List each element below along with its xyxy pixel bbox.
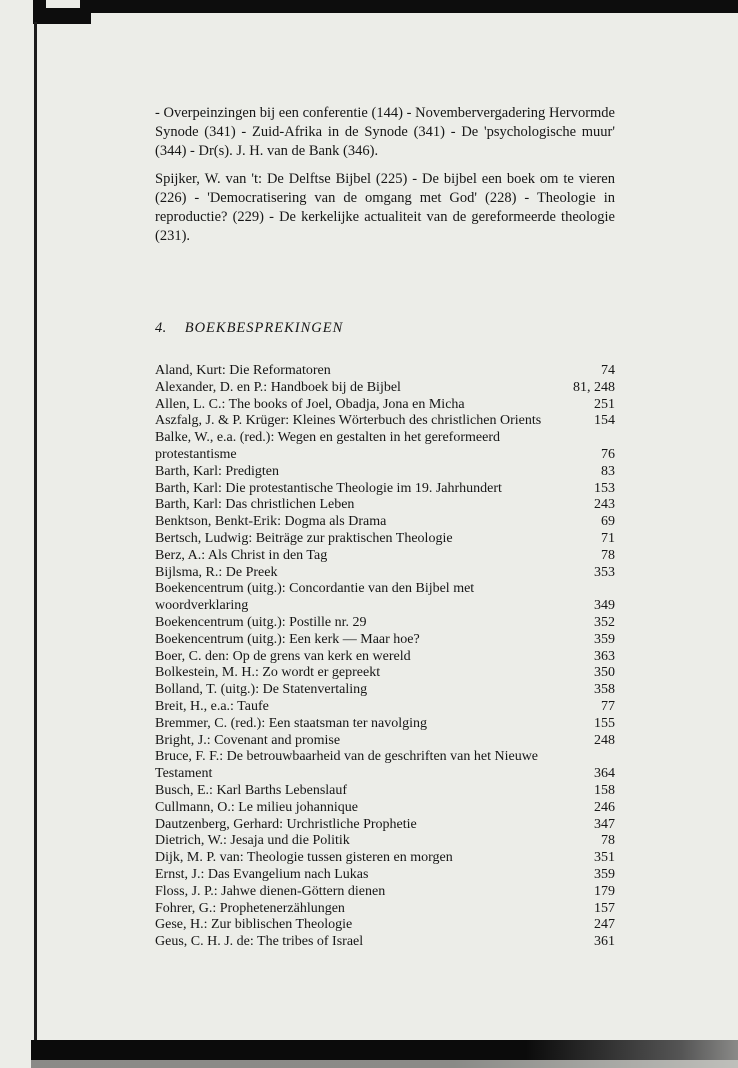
section-heading (155, 320, 615, 337)
entry-title: Breit, H., e.a.: Taufe (155, 698, 269, 714)
book-review-entry (155, 800, 615, 817)
entry-page-number: 158 (594, 782, 615, 798)
entry-page-number: 74 (601, 363, 615, 378)
book-review-entry (155, 464, 615, 481)
book-review-entry (155, 716, 615, 733)
entry-title: Busch, E.: Karl Barths Lebenslauf (155, 782, 348, 798)
scan-edge-top-bar (33, 0, 738, 13)
book-review-entry (155, 884, 615, 901)
book-review-entry (155, 481, 615, 498)
entry-title: Boekencentrum (uitg.): Een kerk — Maar hoe? (155, 631, 420, 647)
entry-page-number: 76 (601, 446, 615, 462)
entry-page-number: 77 (601, 698, 615, 714)
entry-page-number: 71 (601, 530, 615, 546)
entry-page-number: 78 (601, 833, 615, 849)
entry-title: Geus, C. H. J. de: The tribes of Israel (155, 934, 364, 950)
book-review-entry (155, 917, 615, 934)
entry-page-number: 363 (594, 648, 615, 664)
scan-edge-bottom-bar (31, 1040, 738, 1060)
entry-title: Barth, Karl: Die protestantische Theologie im 19. Jahrhundert (155, 480, 502, 496)
entry-page-number: 349 (594, 598, 615, 614)
entry-title: Bright, J.: Covenant and promise (155, 732, 341, 748)
book-review-entry (155, 934, 615, 951)
book-review-entry (155, 565, 615, 582)
book-review-entry (155, 632, 615, 649)
book-review-entry (155, 749, 615, 783)
book-review-entry (155, 817, 615, 834)
entry-title: Aland, Kurt: Die Reformatoren (155, 363, 331, 378)
entry-title: Allen, L. C.: The books of Joel, Obadja, Jona en Micha (155, 396, 465, 412)
entry-page-number: 179 (594, 883, 615, 899)
index-paragraph-1: - Overpeinzingen bij een conferentie (144) - Novembervergadering Hervormde Synode (341) - Zuid-Afrika in de Synode (341) - De 'psychologische muur' (344) - Dr(s). J. H. van de Bank (346). (155, 105, 615, 159)
entry-page-number: 153 (594, 480, 615, 496)
entry-title: Dijk, M. P. van: Theologie tussen gisteren en morgen (155, 850, 453, 866)
entry-page-number: 78 (601, 547, 615, 563)
entry-title: Balke, W., e.a. (red.): Wegen en gestalten in het gereformeerd protestantisme (155, 430, 500, 462)
entry-title: Barth, Karl: Predigten (155, 463, 280, 479)
book-review-entry (155, 901, 615, 918)
index-paragraph-2: Spijker, W. van 't: De Delftse Bijbel (225) - De bijbel een boek om te vieren (226) - 'Democratisering van de omgang met God' (228) - Theologie in reproductie? (229) - De kerkelijke actualiteit van de gereformeerde theologie (231). (155, 171, 615, 244)
entry-title: Fohrer, G.: Prophetenerzählungen (155, 900, 345, 916)
entry-title: Cullmann, O.: Le milieu johannique (155, 799, 358, 815)
book-review-entry (155, 833, 615, 850)
entry-page-number: 350 (594, 665, 615, 681)
book-review-entry (155, 733, 615, 750)
book-review-entry (155, 867, 615, 884)
scan-edge-top-notch (46, 0, 80, 8)
book-review-entry (155, 699, 615, 716)
entry-title: Floss, J. P.: Jahwe dienen-Göttern dienen (155, 883, 386, 899)
entry-title: Bolland, T. (uitg.): De Statenvertaling (155, 682, 368, 698)
entry-page-number: 358 (594, 682, 615, 698)
entry-title: Gese, H.: Zur biblischen Theologie (155, 917, 353, 933)
entry-title: Boer, C. den: Op de grens van kerk en wereld (155, 648, 411, 664)
book-review-entry (155, 430, 615, 464)
book-review-entry (155, 363, 615, 380)
entry-title: Bolkestein, M. H.: Zo wordt er gepreekt (155, 665, 381, 681)
entry-page-number: 251 (594, 396, 615, 412)
book-review-entry (155, 497, 615, 514)
entry-title: Bertsch, Ludwig: Beiträge zur praktischen Theologie (155, 530, 453, 546)
entry-page-number: 359 (594, 866, 615, 882)
entry-page-number: 248 (594, 732, 615, 748)
entry-title: Bremmer, C. (red.): Een staatsman ter navolging (155, 715, 427, 731)
book-review-entry (155, 850, 615, 867)
entry-title: Dautzenberg, Gerhard: Urchristliche Prophetie (155, 816, 417, 832)
entry-title: Alexander, D. en P.: Handboek bij de Bijbel (155, 379, 401, 395)
entry-page-number: 361 (594, 934, 615, 950)
entry-title: Boekencentrum (uitg.): Postille nr. 29 (155, 614, 367, 630)
book-review-entry (155, 380, 615, 397)
scan-edge-top-left-step (33, 13, 91, 24)
entry-page-number: 352 (594, 614, 615, 630)
entry-page-number: 154 (594, 413, 615, 429)
entry-title: Berz, A.: Als Christ in den Tag (155, 547, 328, 563)
book-review-list (155, 363, 615, 951)
book-review-entry (155, 665, 615, 682)
entry-title: Boekencentrum (uitg.): Concordantie van den Bijbel met woordverklaring (155, 581, 475, 614)
book-review-entry (155, 615, 615, 632)
book-review-entry (155, 514, 615, 531)
entry-page-number: 81, 248 (573, 379, 615, 395)
section-number: 4. (155, 320, 167, 336)
scan-edge-left-line (34, 22, 37, 1048)
book-review-entry (155, 413, 615, 430)
book-review-entry (155, 682, 615, 699)
entry-page-number: 157 (594, 900, 615, 916)
book-review-entry (155, 581, 615, 615)
book-review-entry (155, 783, 615, 800)
entry-page-number: 359 (594, 631, 615, 647)
entry-title: Bruce, F. F.: De betrouwbaarheid van de geschriften van het Nieuwe Testament (155, 749, 539, 782)
entry-title: Ernst, J.: Das Evangelium nach Lukas (155, 866, 369, 882)
entry-page-number: 347 (594, 816, 615, 832)
book-review-entry (155, 531, 615, 548)
book-review-entry (155, 548, 615, 565)
entry-title: Benktson, Benkt-Erik: Dogma als Drama (155, 514, 387, 530)
entry-title: Aszfalg, J. & P. Krüger: Kleines Wörterbuch des christlichen Orients (155, 413, 542, 429)
entry-page-number: 69 (601, 514, 615, 530)
entry-page-number: 155 (594, 715, 615, 731)
entry-page-number: 364 (594, 766, 615, 782)
entry-page-number: 246 (594, 799, 615, 815)
page-content (155, 104, 615, 951)
scan-edge-bottom-shadow (31, 1060, 738, 1068)
book-review-entry (155, 397, 615, 414)
entry-page-number: 83 (601, 463, 615, 479)
entry-page-number: 243 (594, 497, 615, 513)
section-title: BOEKBESPREKINGEN (184, 320, 344, 336)
entry-title: Bijlsma, R.: De Preek (155, 564, 278, 580)
entry-page-number: 247 (594, 917, 615, 933)
entry-title: Dietrich, W.: Jesaja und die Politik (155, 833, 350, 849)
entry-page-number: 353 (594, 564, 615, 580)
entry-title: Barth, Karl: Das christlichen Leben (155, 497, 355, 513)
entry-page-number: 351 (594, 850, 615, 866)
book-review-entry (155, 649, 615, 666)
